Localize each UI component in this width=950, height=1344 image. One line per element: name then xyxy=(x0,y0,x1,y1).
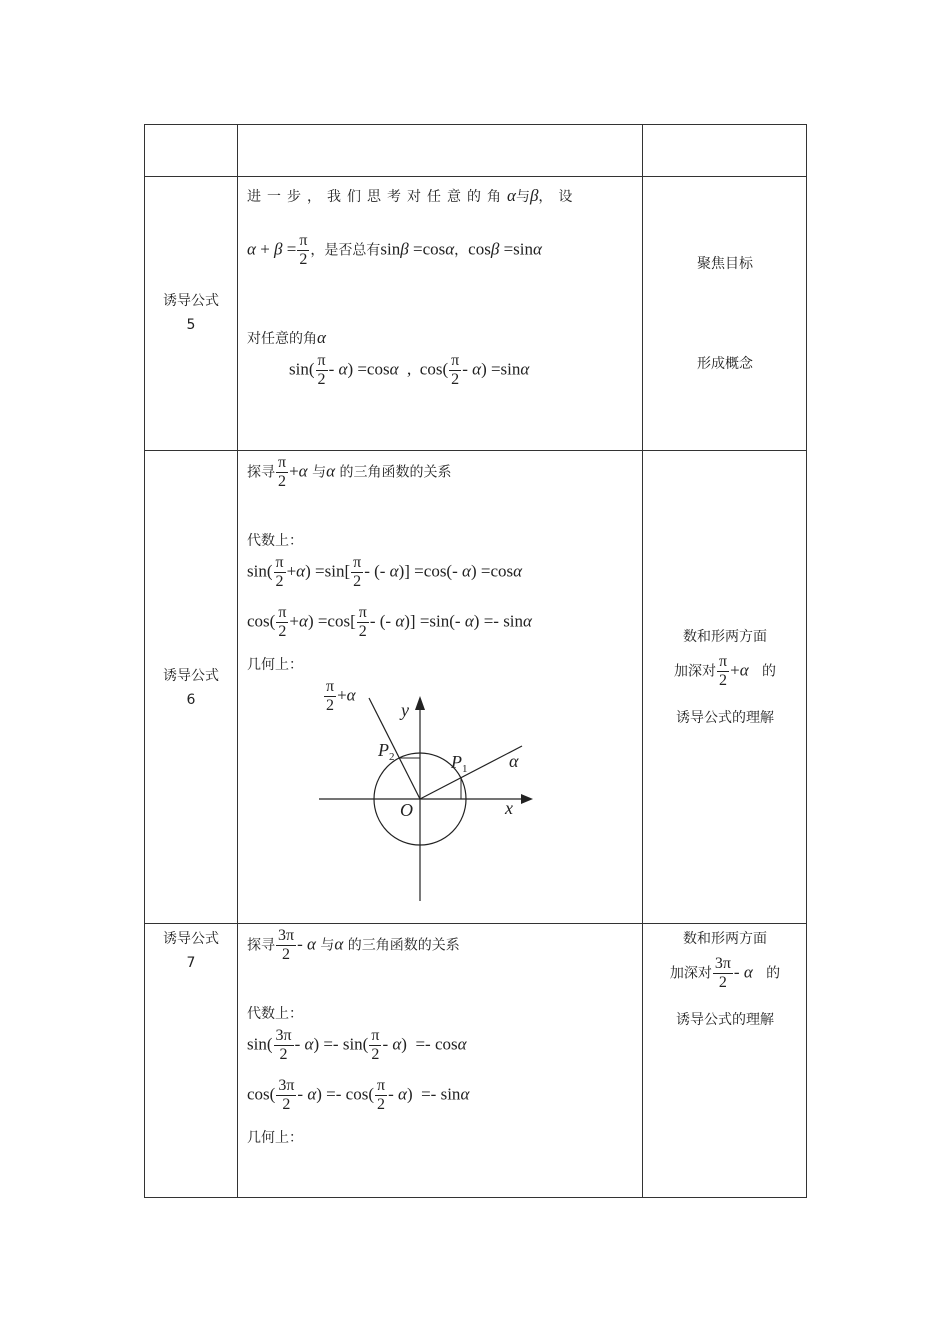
row-label-number: 7 xyxy=(186,955,196,971)
row-label-formula-5 xyxy=(145,289,237,337)
comment-suffix: 的 xyxy=(761,663,776,680)
goal-text: 聚焦目标 xyxy=(697,256,753,272)
algebra-heading: 代数上： xyxy=(247,533,303,549)
p2-subscript: 2 xyxy=(389,751,395,763)
relation-text: 的三角函数的关系 xyxy=(339,464,452,481)
p1-subscript: 1 xyxy=(462,763,468,775)
content-table xyxy=(144,124,807,1198)
relation-text: 的三角函数的关系 xyxy=(347,937,460,954)
formula-6-sin: sin( $\frac{\pi}{2}$ +α) =sin[ $\frac{\pi}{2}$ - (- α)] =cos(- α) =cosα xyxy=(247,554,523,590)
for-any-line: 对任意的角α xyxy=(247,328,326,347)
row-5-goal xyxy=(642,252,808,276)
row-label-text: 诱导公式 xyxy=(163,931,219,947)
comment-line-2: 加深对 $\frac{\pi}{2}$ +α 的 xyxy=(674,653,776,689)
row-5-concept xyxy=(642,352,808,376)
alpha-label: α xyxy=(509,751,519,771)
diagram-angle-label: $\frac{\pi}{2}$ +α xyxy=(326,678,356,714)
comment-prefix: 加深对 xyxy=(674,663,717,680)
concept-text: 形成概念 xyxy=(697,356,753,372)
explore-line: 探寻 $\frac{\pi}{2}$ +α 与α 的三角函数的关系 xyxy=(247,454,452,490)
row-label-text: 诱导公式 xyxy=(163,668,219,684)
x-axis-label: x xyxy=(505,798,513,818)
row-label-text: 诱导公式 xyxy=(163,293,219,309)
condition-line: α + β = $\frac{\pi}{2}$ ，是否总有sinβ =cosα，cosβ =sinα xyxy=(247,232,542,268)
with-text: 与 xyxy=(320,937,335,954)
set-text: ，设 xyxy=(538,189,579,205)
row-label-formula-6 xyxy=(145,664,237,712)
row-5-content xyxy=(237,176,642,450)
with-text: 与 xyxy=(312,464,327,481)
terminal-side-alpha xyxy=(420,746,522,799)
explore-line: 探寻 $\frac{3\pi}{2}$ - α 与α 的三角函数的关系 xyxy=(247,927,460,963)
row-label-number: 6 xyxy=(186,692,196,708)
for-any-text: 对任意的角 xyxy=(247,331,317,347)
x-axis-arrow xyxy=(521,794,533,804)
condition-text: ，是否总有 xyxy=(310,242,381,259)
algebra-heading: 代数上： xyxy=(247,1006,303,1022)
formula-7-cos: cos( $\frac{3\pi}{2}$ - α) =- cos( $\frac{\pi}{2}$ - α) =- sinα xyxy=(247,1077,470,1113)
row-6-content xyxy=(237,450,642,923)
intro-line xyxy=(247,186,578,206)
row-7-comment xyxy=(642,927,808,1032)
comment-suffix: 的 xyxy=(766,965,781,982)
geometry-heading: 几何上： xyxy=(247,657,303,673)
comma-text: ， xyxy=(454,242,469,259)
geometry-heading: 几何上： xyxy=(247,1130,303,1146)
row-label-number: 5 xyxy=(186,317,196,333)
formula-7-sin: sin( $\frac{3\pi}{2}$ - α) =- sin( $\frac{\pi}{2}$ - α) =- cosα xyxy=(247,1027,467,1063)
alpha-symbol: α xyxy=(507,186,516,205)
origin-label: O xyxy=(400,800,413,820)
formula-6-cos: cos( $\frac{\pi}{2}$ +α) =cos[ $\frac{\pi}{2}$ - (- α)] =sin(- α) =- sinα xyxy=(247,604,532,640)
p2-label: P xyxy=(378,740,389,760)
row-6-comment xyxy=(642,625,808,730)
y-axis-arrow xyxy=(415,696,425,710)
comment-line-1: 数和形两方面 xyxy=(683,931,767,947)
intro-text: 进一步，我们思考对任意的角 xyxy=(247,189,507,205)
p1-label: P xyxy=(451,752,462,772)
comment-line-3: 诱导公式的理解 xyxy=(676,710,774,726)
explore-text: 探寻 xyxy=(247,937,275,954)
row-label-formula-7 xyxy=(145,927,237,975)
comment-line-1: 数和形两方面 xyxy=(683,629,767,645)
row-7-content xyxy=(237,923,642,1199)
with-text: 与 xyxy=(515,189,530,205)
comment-prefix: 加深对 xyxy=(669,965,712,982)
formula-5: sin( $\frac{\pi}{2}$ - α) =cosα , cos( $\frac{\pi}{2}$ - α) =sinα xyxy=(289,352,530,388)
y-axis-label: y xyxy=(401,700,409,720)
beta-symbol: β xyxy=(529,186,539,205)
comment-line-2: 加深对 $\frac{3\pi}{2}$ - α 的 xyxy=(669,955,781,991)
comment-line-3: 诱导公式的理解 xyxy=(676,1012,774,1028)
explore-text: 探寻 xyxy=(247,464,275,481)
